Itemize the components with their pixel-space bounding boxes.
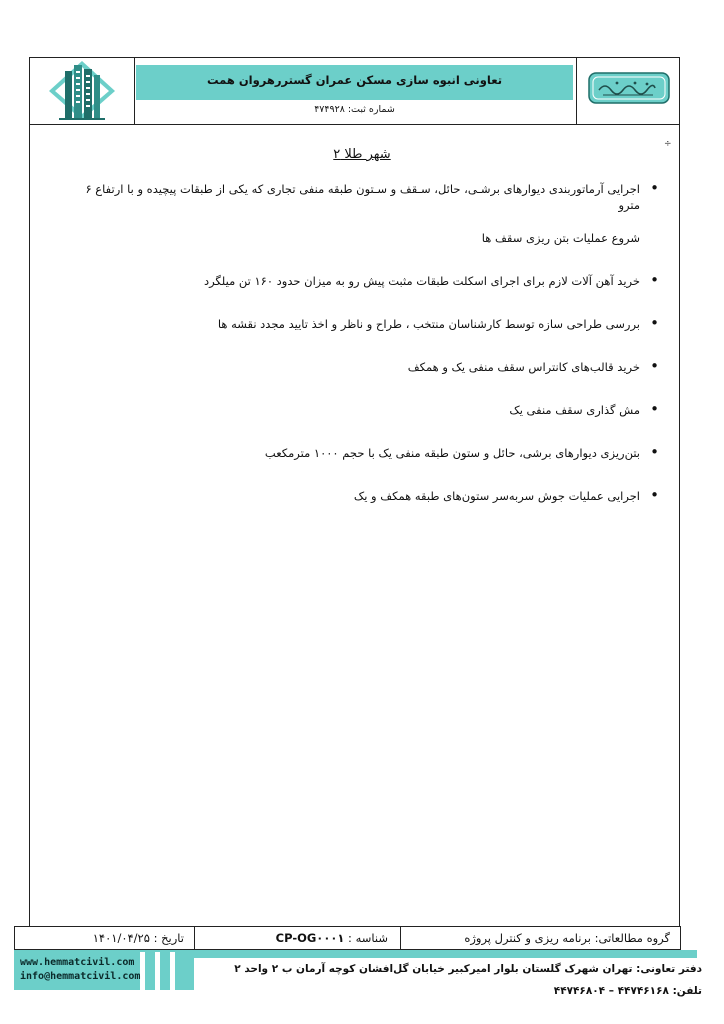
registration-number: شماره ثبت: ۴۷۴۹۲۸: [314, 104, 395, 115]
document-date: تاریخ : ۱۴۰۱/۰۴/۲۵: [15, 927, 195, 949]
calligraphy-logo: [576, 57, 680, 124]
document-code: [195, 927, 401, 949]
document-code-value: CP-OG۰۰۰۱: [275, 931, 345, 945]
phone-label: تلفن:: [672, 985, 702, 997]
list-item: • خرید آهن آلات لازم برای اجرای اسکلت طبقات مثبت پیش رو به میزان حدود ۱۶۰ تن میلگرد: [80, 273, 640, 289]
footer-table: [14, 926, 681, 950]
office-address: دفتر تعاونی: تهران شهرک گلستان بلوار امیرکبیر خیابان گل‌افشان کوچه آرمان ب ۲ واحد ۲: [234, 963, 702, 975]
document-title: شهر طلا ۲: [333, 147, 391, 162]
email-link[interactable]: info@hemmatcivil.com: [20, 971, 141, 982]
building-logo-icon: [29, 57, 135, 124]
company-logo: [29, 57, 135, 124]
study-group: گروه مطالعاتی: برنامه ریزی و کنترل پروژه: [464, 931, 670, 945]
list-item: • بررسی طراحی سازه توسط کارشناسان منتخب ، طراح و ناظر و اخذ تایید مجدد نقشه ها: [80, 316, 640, 332]
calligraphy-logo-image: [577, 57, 681, 124]
letterhead: [29, 57, 680, 125]
website-link[interactable]: www.hemmatcivil.com: [20, 957, 135, 968]
company-name: تعاونی انبوه سازی مسکن عمران گستررهروان همت: [206, 73, 503, 87]
contact-box: [14, 952, 194, 990]
phone-line: [554, 985, 702, 997]
title-band: [136, 65, 573, 100]
list-item: • اجرایی آرماتوربندی دیوارهای برشـی، حائل، سـقف و سـتون طبقه منفی تجاری که یکی از طبقات پیچیده و با ارتفاع ۶ مترو: [80, 181, 640, 213]
list-item: • خرید قالب‌های کانتراس سقف منفی یک و همکف: [80, 359, 640, 375]
list-item: • اجرایی عملیات جوش سربه‌سر ستون‌های طبقه همکف و یک: [80, 488, 640, 504]
phone-numbers: ۴۴۷۴۶۱۶۸ – ۴۴۷۴۶۸۰۴: [553, 985, 669, 997]
document-code-label: شناسه :: [348, 931, 388, 945]
list-item: • بتن‌ریزی دیوارهای برشی، حائل و ستون طبقه منفی یک با حجم ۱۰۰۰ مترمکعب: [80, 445, 640, 461]
list-item: • مش گذاری سقف منفی یک: [80, 402, 640, 418]
list-item-continuation: شروع عملیات بتن ریزی سقف ها: [481, 231, 640, 245]
corner-mark: ÷: [664, 139, 672, 149]
